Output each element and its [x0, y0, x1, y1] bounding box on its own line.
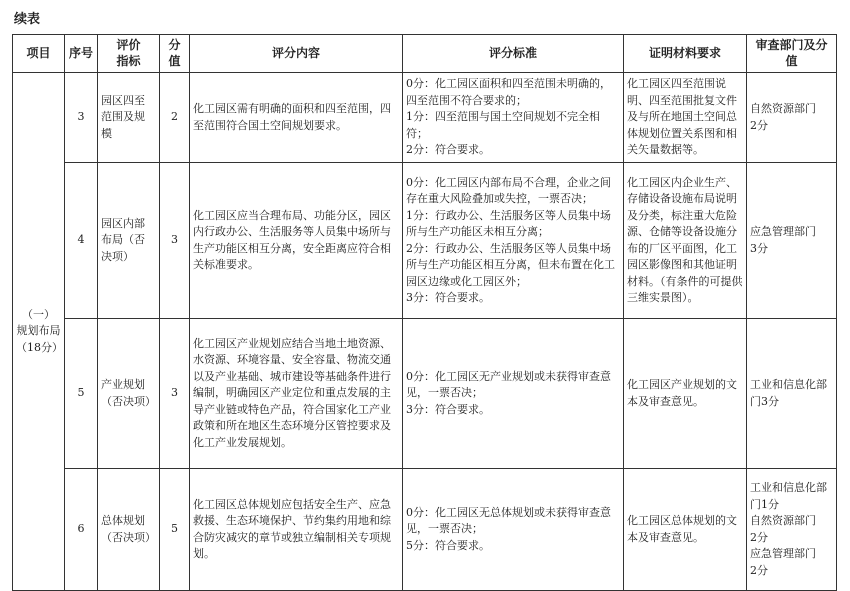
row-score: 3 [160, 319, 190, 469]
row-content: 化工园区总体规划应包括安全生产、应急救援、生态环境保护、节约集约用地和综合防灾减灾的章节或独立编制相关专项规划。 [190, 469, 403, 591]
table-row [13, 73, 837, 163]
row-standard: 0分：化工园区内部布局不合理，企业之间存在重大风险叠加或失控，一票否决； 1分：行政办公、生活服务区等人员集中场所与生产功能区未相互分离； 2分：行政办公、生活服务区等人员集中场所与生产功能区相互分离，但未布置在化工园区边缘或化工园区外； 3分：符合要求。 [403, 163, 624, 319]
table-row [13, 163, 837, 319]
row-indicator: 产业规划 （否决项） [98, 319, 160, 469]
row-number: 5 [65, 319, 98, 469]
page-title: 续表 [14, 12, 41, 27]
header-materials: 证明材料要求 [624, 35, 747, 73]
table-row [13, 469, 837, 591]
row-standard: 0分：化工园区无总体规划或未获得审查意见，一票否决； 5分：符合要求。 [403, 469, 624, 591]
row-score: 3 [160, 163, 190, 319]
row-indicator: 园区内部 布局（否 决项） [98, 163, 160, 319]
row-number: 6 [65, 469, 98, 591]
row-indicator: 总体规划 （否决项） [98, 469, 160, 591]
row-number: 4 [65, 163, 98, 319]
header-content: 评分内容 [190, 35, 403, 73]
row-indicator: 园区四至 范围及规 模 [98, 73, 160, 163]
row-dept: 工业和信息化部门3分 [747, 319, 837, 469]
row-materials: 化工园区产业规划的文本及审查意见。 [624, 319, 747, 469]
evaluation-table [12, 34, 837, 591]
header-row [13, 35, 837, 73]
row-content: 化工园区需有明确的面积和四至范围，四至范围符合国土空间规划要求。 [190, 73, 403, 163]
header-indicator: 评价 指标 [98, 35, 160, 73]
row-materials: 化工园区内企业生产、存储设备设施布局说明及分类，标注重大危险源、仓储等设备设施分布的厂区平面图，化工园区影像图和其他证明材料。（有条件的可提供三维实景图）。 [624, 163, 747, 319]
row-standard: 0分：化工园区无产业规划或未获得审查意见，一票否决； 3分：符合要求。 [403, 319, 624, 469]
header-project: 项目 [13, 35, 65, 73]
row-score: 5 [160, 469, 190, 591]
row-score: 2 [160, 73, 190, 163]
header-number: 序号 [65, 35, 98, 73]
header-standard: 评分标准 [403, 35, 624, 73]
header-score: 分值 [160, 35, 190, 73]
row-dept: 自然资源部门 2分 [747, 73, 837, 163]
row-number: 3 [65, 73, 98, 163]
row-content: 化工园区产业规划应结合当地土地资源、水资源、环境容量、安全容量、物流交通以及产业基础、城市建设等基础条件进行编制，明确园区产业定位和重点发展的主导产业链或特色产品，符合国家化工产业政策和所在地区生态环境分区管控要求及化工产业发展规划。 [190, 319, 403, 469]
header-dept: 审查部门及分值 [747, 35, 837, 73]
row-materials: 化工园区四至范围说明、四至范围批复文件及与所在地国土空间总体规划位置关系图和相关矢量数据等。 [624, 73, 747, 163]
table-row [13, 319, 837, 469]
row-standard: 0分：化工园区面积和四至范围未明确的，四至范围不符合要求的； 1分：四至范围与国土空间规划不完全相符； 2分：符合要求。 [403, 73, 624, 163]
row-materials: 化工园区总体规划的文本及审查意见。 [624, 469, 747, 591]
project-cell: （一） 规划布局 （18分） [13, 73, 65, 591]
row-dept: 应急管理部门 3分 [747, 163, 837, 319]
row-content: 化工园区应当合理布局、功能分区，园区内行政办公、生活服务等人员集中场所与生产功能区相互分离，安全距离应符合相关标准要求。 [190, 163, 403, 319]
row-dept: 工业和信息化部门1分 自然资源部门 2分 应急管理部门 2分 [747, 469, 837, 591]
